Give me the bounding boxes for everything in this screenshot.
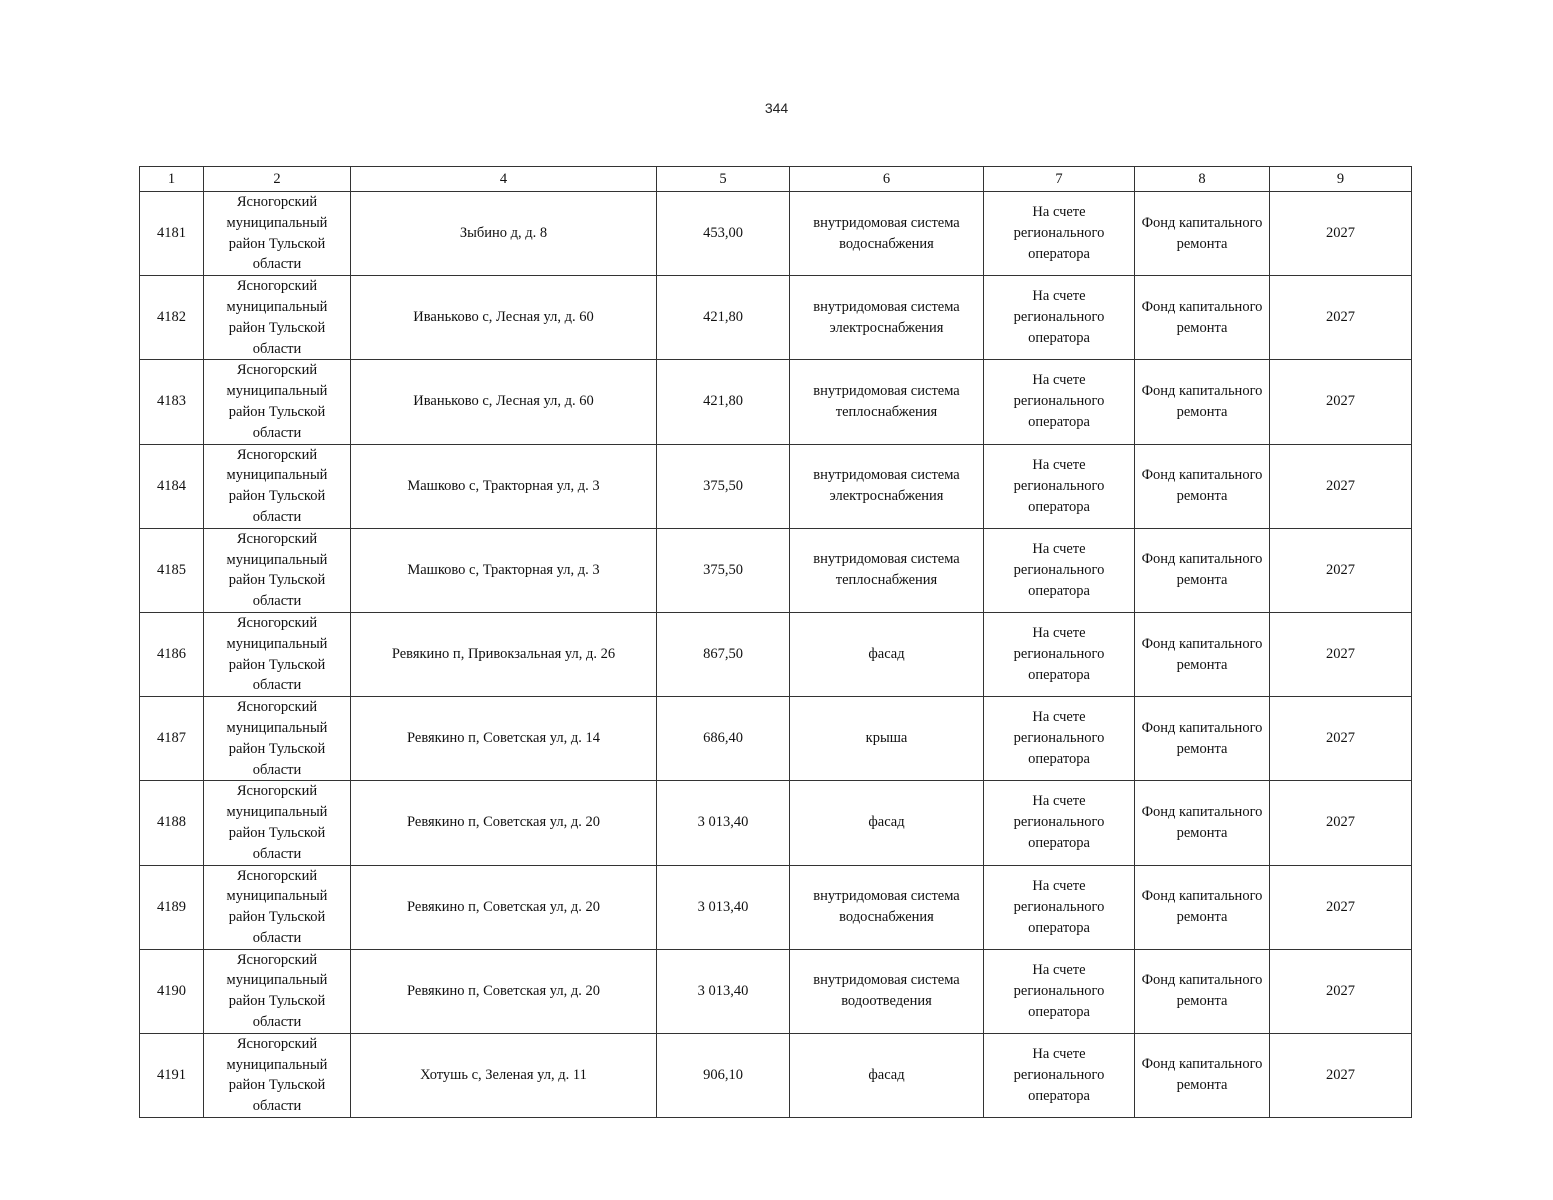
address-cell: Машково с, Тракторная ул, д. 3 [351,528,657,612]
year-cell: 2027 [1270,865,1412,949]
row-number: 4186 [140,612,204,696]
page-number: 344 [764,100,789,116]
funding-source-cell: Фонд капитального ремонта [1135,612,1270,696]
area-cell: 3 013,40 [657,949,790,1033]
table-row [140,781,1412,865]
account-cell: На счете регионального оператора [984,781,1135,865]
district-cell: Ясногорский муниципальный район Тульской области [204,360,351,444]
row-number: 4191 [140,1033,204,1117]
area-cell: 421,80 [657,276,790,360]
table-row [140,865,1412,949]
table-row [140,192,1412,276]
year-cell: 2027 [1270,612,1412,696]
row-number: 4187 [140,697,204,781]
funding-source-cell: Фонд капитального ремонта [1135,1033,1270,1117]
account-cell: На счете регионального оператора [984,192,1135,276]
year-cell: 2027 [1270,697,1412,781]
work-type-cell: внутридомовая система теплоснабжения [790,528,984,612]
header-col-5: 5 [657,167,790,192]
account-cell: На счете регионального оператора [984,444,1135,528]
address-cell: Ревякино п, Советская ул, д. 20 [351,865,657,949]
district-cell: Ясногорский муниципальный район Тульской области [204,612,351,696]
funding-source-cell: Фонд капитального ремонта [1135,781,1270,865]
account-cell: На счете регионального оператора [984,697,1135,781]
year-cell: 2027 [1270,1033,1412,1117]
funding-source-cell: Фонд капитального ремонта [1135,697,1270,781]
year-cell: 2027 [1270,528,1412,612]
area-cell: 906,10 [657,1033,790,1117]
address-cell: Ревякино п, Советская ул, д. 20 [351,781,657,865]
district-cell: Ясногорский муниципальный район Тульской области [204,192,351,276]
district-cell: Ясногорский муниципальный район Тульской области [204,949,351,1033]
table-row [140,949,1412,1033]
district-cell: Ясногорский муниципальный район Тульской области [204,444,351,528]
row-number: 4183 [140,360,204,444]
address-cell: Хотушь с, Зеленая ул, д. 11 [351,1033,657,1117]
area-cell: 453,00 [657,192,790,276]
address-cell: Иваньково с, Лесная ул, д. 60 [351,360,657,444]
district-cell: Ясногорский муниципальный район Тульской области [204,1033,351,1117]
district-cell: Ясногорский муниципальный район Тульской области [204,865,351,949]
row-number: 4181 [140,192,204,276]
table-header [140,167,1412,192]
work-type-cell: фасад [790,612,984,696]
year-cell: 2027 [1270,781,1412,865]
account-cell: На счете регионального оператора [984,528,1135,612]
row-number: 4189 [140,865,204,949]
year-cell: 2027 [1270,360,1412,444]
row-number: 4185 [140,528,204,612]
work-type-cell: внутридомовая система электроснабжения [790,444,984,528]
repair-register-table [139,166,1412,1118]
funding-source-cell: Фонд капитального ремонта [1135,444,1270,528]
address-cell: Зыбино д, д. 8 [351,192,657,276]
area-cell: 867,50 [657,612,790,696]
row-number: 4188 [140,781,204,865]
district-cell: Ясногорский муниципальный район Тульской области [204,781,351,865]
table-row [140,276,1412,360]
funding-source-cell: Фонд капитального ремонта [1135,276,1270,360]
header-col-7: 7 [984,167,1135,192]
funding-source-cell: Фонд капитального ремонта [1135,949,1270,1033]
address-cell: Ревякино п, Привокзальная ул, д. 26 [351,612,657,696]
district-cell: Ясногорский муниципальный район Тульской области [204,528,351,612]
table-row [140,360,1412,444]
address-cell: Ревякино п, Советская ул, д. 14 [351,697,657,781]
row-number: 4182 [140,276,204,360]
area-cell: 375,50 [657,528,790,612]
table-row [140,444,1412,528]
district-cell: Ясногорский муниципальный район Тульской области [204,697,351,781]
account-cell: На счете регионального оператора [984,612,1135,696]
area-cell: 3 013,40 [657,781,790,865]
year-cell: 2027 [1270,949,1412,1033]
table-row [140,697,1412,781]
area-cell: 375,50 [657,444,790,528]
area-cell: 421,80 [657,360,790,444]
district-cell: Ясногорский муниципальный район Тульской области [204,276,351,360]
header-row [140,167,1412,192]
area-cell: 686,40 [657,697,790,781]
account-cell: На счете регионального оператора [984,276,1135,360]
account-cell: На счете регионального оператора [984,1033,1135,1117]
work-type-cell: фасад [790,781,984,865]
table-body [140,192,1412,1118]
table-row [140,612,1412,696]
work-type-cell: фасад [790,1033,984,1117]
header-col-4: 4 [351,167,657,192]
header-col-8: 8 [1135,167,1270,192]
funding-source-cell: Фонд капитального ремонта [1135,528,1270,612]
address-cell: Иваньково с, Лесная ул, д. 60 [351,276,657,360]
work-type-cell: внутридомовая система электроснабжения [790,276,984,360]
account-cell: На счете регионального оператора [984,865,1135,949]
funding-source-cell: Фонд капитального ремонта [1135,865,1270,949]
header-col-2: 2 [204,167,351,192]
year-cell: 2027 [1270,276,1412,360]
work-type-cell: крыша [790,697,984,781]
year-cell: 2027 [1270,444,1412,528]
header-col-6: 6 [790,167,984,192]
row-number: 4184 [140,444,204,528]
work-type-cell: внутридомовая система водоотведения [790,949,984,1033]
header-col-1: 1 [140,167,204,192]
funding-source-cell: Фонд капитального ремонта [1135,192,1270,276]
area-cell: 3 013,40 [657,865,790,949]
year-cell: 2027 [1270,192,1412,276]
address-cell: Ревякино п, Советская ул, д. 20 [351,949,657,1033]
account-cell: На счете регионального оператора [984,360,1135,444]
header-col-9: 9 [1270,167,1412,192]
table-row [140,1033,1412,1117]
table-row [140,528,1412,612]
row-number: 4190 [140,949,204,1033]
account-cell: На счете регионального оператора [984,949,1135,1033]
address-cell: Машково с, Тракторная ул, д. 3 [351,444,657,528]
funding-source-cell: Фонд капитального ремонта [1135,360,1270,444]
work-type-cell: внутридомовая система теплоснабжения [790,360,984,444]
work-type-cell: внутридомовая система водоснабжения [790,865,984,949]
work-type-cell: внутридомовая система водоснабжения [790,192,984,276]
